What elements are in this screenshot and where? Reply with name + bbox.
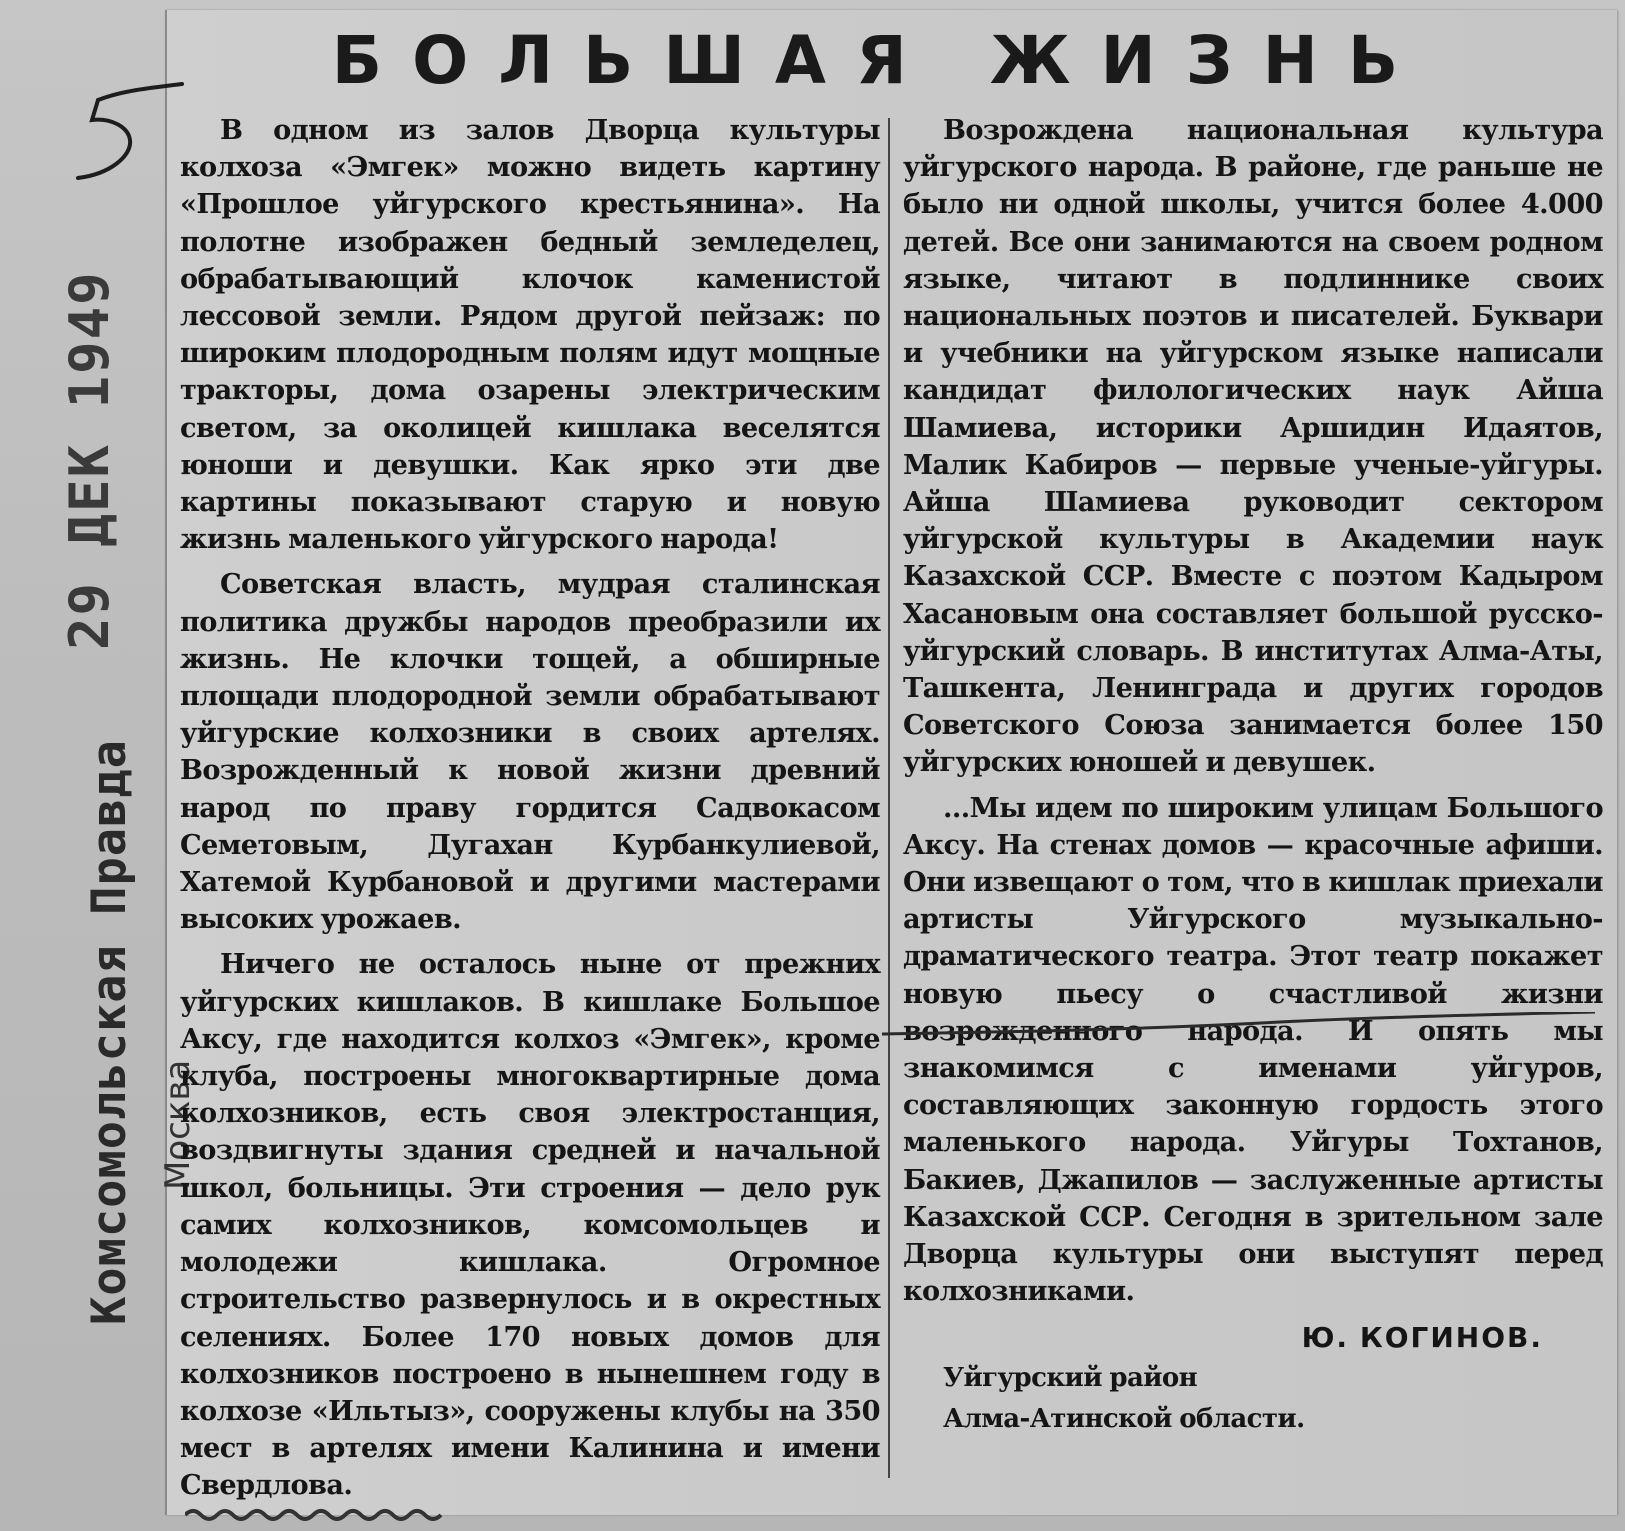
paragraph: В одном из залов Дворца культуры колхоза «Эмгек» можно видеть картину «Прошлое уйгурского крестьянина». На полотне изображен бедный земледелец, обрабатывающий клочок каменистой лессовой земли. Рядом другой пейзаж: по широким плодородным полям идут мощные тракторы, дома озарены электрическим светом, за околицей кишлака веселятся юноши и девушки. Как ярко эти две картины показывают старую и новую жизнь маленького уйгурского народа! [180,114,880,556]
paragraph: ...Мы идем по широким улицам Большого Аксу. На стенах домов — красочные афиши. Они извещают о том, что в кишлак приехали артисты Уйгурского музыкально-драматического театра. Этот театр покажет новую пьесу о счастливой жизни возрожденного народа. И опять мы знакомимся с именами уйгуров, составляющих законную гордость этого маленького народа. Уйгуры Тохтанов, Бакиев, Джапилов — заслуженные артисты Казахской ССР. Сегодня в зрительном зале Дворца культуры они выступят перед колхозниками. [903,791,1603,1308]
newspaper-name-stamp: Комсомольская Правда [82,739,137,1325]
paragraph: Возрождена национальная культура уйгурского народа. В районе, где раньше не было ни одной школы, учится более 4.000 детей. Все они занимаются на своем родном языке, читают в подлиннике своих национальных поэтов и писателей. Буквари и учебники на уйгурском языке написали кандидат филологических наук Айша Шамиева, историки Аршидин Идаятов, Малик Кабиров — первые ученые-уйгуры. Айша Шамиева руководит сектором уйгурской культуры в Академии наук Казахской ССР. Вместе с поэтом Кадыром Хасановым она составляет большой русско-уйгурский словарь. В институтах Алма-Аты, Ташкента, Ленинграда и других городов Советского Союза занимается более 150 уйгурских юношей и девушек. [903,114,1603,779]
pen-underline-mark [880,1012,1600,1042]
author-signature: Ю. КОГИНОВ. [1301,1320,1543,1354]
location-line: Уйгурский район [943,1362,1198,1393]
date-stamp: 29 ДЕК 1949 [58,270,121,650]
paragraph: Ничего не осталось ныне от прежних уйгурских кишлаков. В кишлаке Большое Аксу, где находится колхоз «Эмгек», кроме клуба, построены многоквартирные дома колхозников, есть своя электростанция, воздвигнуты здания средней и начальной школ, больницы. Эти строения — дело рук самих колхозников, комсомольцев и молодежи кишлака. Огромное строительство развернулось и в окрестных селениях. Более 170 новых домов для колхозников построено в нынешнем году в колхозе «Ильтыз», сооружены клубы на 350 мест в артелях имени Калинина и имени Свердлова. [180,948,880,1502]
location-line: Алма-Атинской области. [943,1403,1305,1434]
column-divider [888,118,890,1478]
city-stamp: Москва [158,1059,198,1190]
decorative-border-wave [185,1505,885,1525]
article-headline: БОЛЬШАЯ ЖИЗНЬ [331,22,1429,99]
left-column [180,112,880,1513]
right-column [903,112,1603,1438]
paragraph: Советская власть, мудрая сталинская политика дружбы народов преобразили их жизнь. Не клочки тощей, а обширные площади плодородной земли обрабатывают уйгурские колхозники в своих артелях. Возрожденный к новой жизни древний народ по праву гордится Садвокасом Семетовым, Дугахан Курбанкулиевой, Хатемой Курбановой и другими мастерами высоких урожаев. [180,568,880,936]
